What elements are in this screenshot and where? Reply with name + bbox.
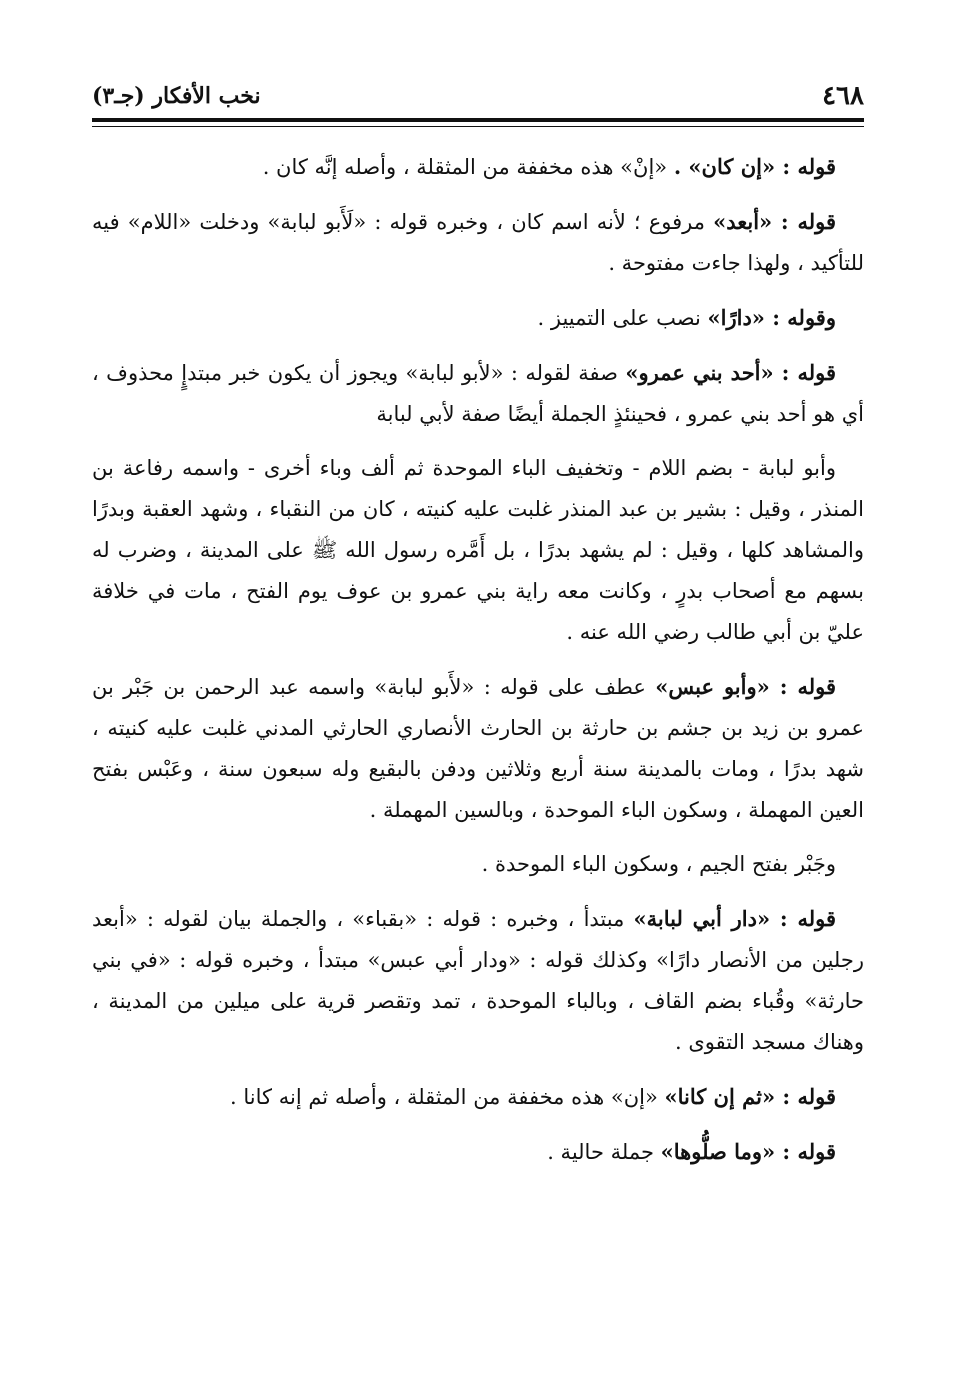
header-rule-thick bbox=[92, 118, 864, 122]
paragraph-lead: قوله : «دار أبي لبابة» bbox=[633, 906, 836, 931]
paragraph-8 bbox=[92, 898, 864, 1063]
paragraph-2 bbox=[92, 201, 864, 284]
paragraph-lead: قوله : «وأبو عبس» bbox=[655, 674, 836, 699]
paragraph-text: صفة لقوله : «لأبو لبابة» ويجوز أن يكون خبر مبتدإٍ محذوف ، أي هو أحد بني عمرو ، فحينئذٍ الجملة أيضًا صفة لأبي لبابة bbox=[92, 361, 864, 426]
paragraph-text: «إن» هذه مخففة من المثقلة ، وأصله ثم إنه كانا . bbox=[230, 1085, 665, 1109]
paragraph-text: مبتدأ ، وخبره : قوله : «بقباء» ، والجملة بيان لقوله : «أبعد رجلين من الأنصار دارًا» وكذلك قوله : «ودار أبي عبس» مبتدأ ، وخبره قوله : «في بني حارثة» وقُباء بضم القاف ، وبالباء الموحدة ، تمد وتقصر قرية على ميلين من المدينة ، وهناك مسجد التقوى . bbox=[92, 907, 864, 1054]
paragraph-text: «إنْ» هذه مخففة من المثقلة ، وأصله إنَّه كان . bbox=[262, 155, 674, 179]
paragraph-6 bbox=[92, 666, 864, 831]
paragraph-5 bbox=[92, 448, 864, 653]
page-header bbox=[92, 78, 864, 114]
paragraph-lead: وقوله : «دارًا» bbox=[707, 305, 836, 330]
paragraph-text: وأبو لبابة - بضم اللام - وتخفيف الباء الموحدة ثم ألف وباء أخرى - واسمه رفاعة بن المنذر ، وقيل : بشير بن عبد المنذر غلبت عليه كنيته ، كان من النقباء ، وشهد العقبة وبدرًا والمشاهد كلها ، وقيل : لم يشهد بدرًا ، بل أَمَّره رسول الله ﷺ على المدينة ، وضرب له بسهم مع أصحاب بدرٍ ، وكانت معه راية بني عمرو بن عوف يوم الفتح ، مات في خلافة عليّ بن أبي طالب رضي الله عنه . bbox=[92, 456, 864, 644]
paragraph-lead: قوله : «أحد بني عمرو» bbox=[625, 360, 836, 385]
paragraph-9 bbox=[92, 1076, 864, 1118]
paragraph-lead: قوله : «إن كان» . bbox=[673, 154, 836, 179]
paragraph-text: نصب على التمييز . bbox=[537, 306, 708, 330]
paragraph-text: وجَبْر بفتح الجيم ، وسكون الباء الموحدة . bbox=[481, 852, 836, 876]
paragraph-lead: قوله : «ثم إن كانا» bbox=[664, 1084, 836, 1109]
page-number: ٤٦٨ bbox=[822, 81, 864, 111]
paragraph-text: مرفوع ؛ لأنه اسم كان ، وخبره قوله : «لَأَبو لبابة» ودخلت «اللام» فيه للتأكيد ، ولهذا جاءت مفتوحة . bbox=[92, 210, 864, 275]
header-rule-thin bbox=[92, 126, 864, 127]
paragraph-3 bbox=[92, 297, 864, 339]
paragraph-lead: قوله : «أبعد» bbox=[713, 209, 836, 234]
paragraph-text: جملة حالية . bbox=[547, 1140, 661, 1164]
page-body bbox=[92, 146, 864, 1186]
paragraph-1 bbox=[92, 146, 864, 188]
paragraph-10 bbox=[92, 1131, 864, 1173]
paragraph-7 bbox=[92, 844, 864, 885]
running-title: نخب الأفكار (جـ٣) bbox=[92, 83, 261, 109]
paragraph-4 bbox=[92, 352, 864, 435]
paragraph-lead: قوله : «وما صلُّوها» bbox=[660, 1139, 836, 1164]
paragraph-text: عطف على قوله : «لأَبو لبابة» واسمه عبد الرحمن بن جَبْر بن عمرو بن زيد بن جشم بن حارثة بن الحارث الأنصاري الحارثي المدني غلبت عليه كنيته ، شهد بدرًا ، ومات بالمدينة سنة أربع وثلاثين ودفن بالبقيع وله سبعون سنة ، وعَبْس بفتح العين المهملة ، وسكون الباء الموحدة ، وبالسين المهملة . bbox=[92, 675, 864, 822]
